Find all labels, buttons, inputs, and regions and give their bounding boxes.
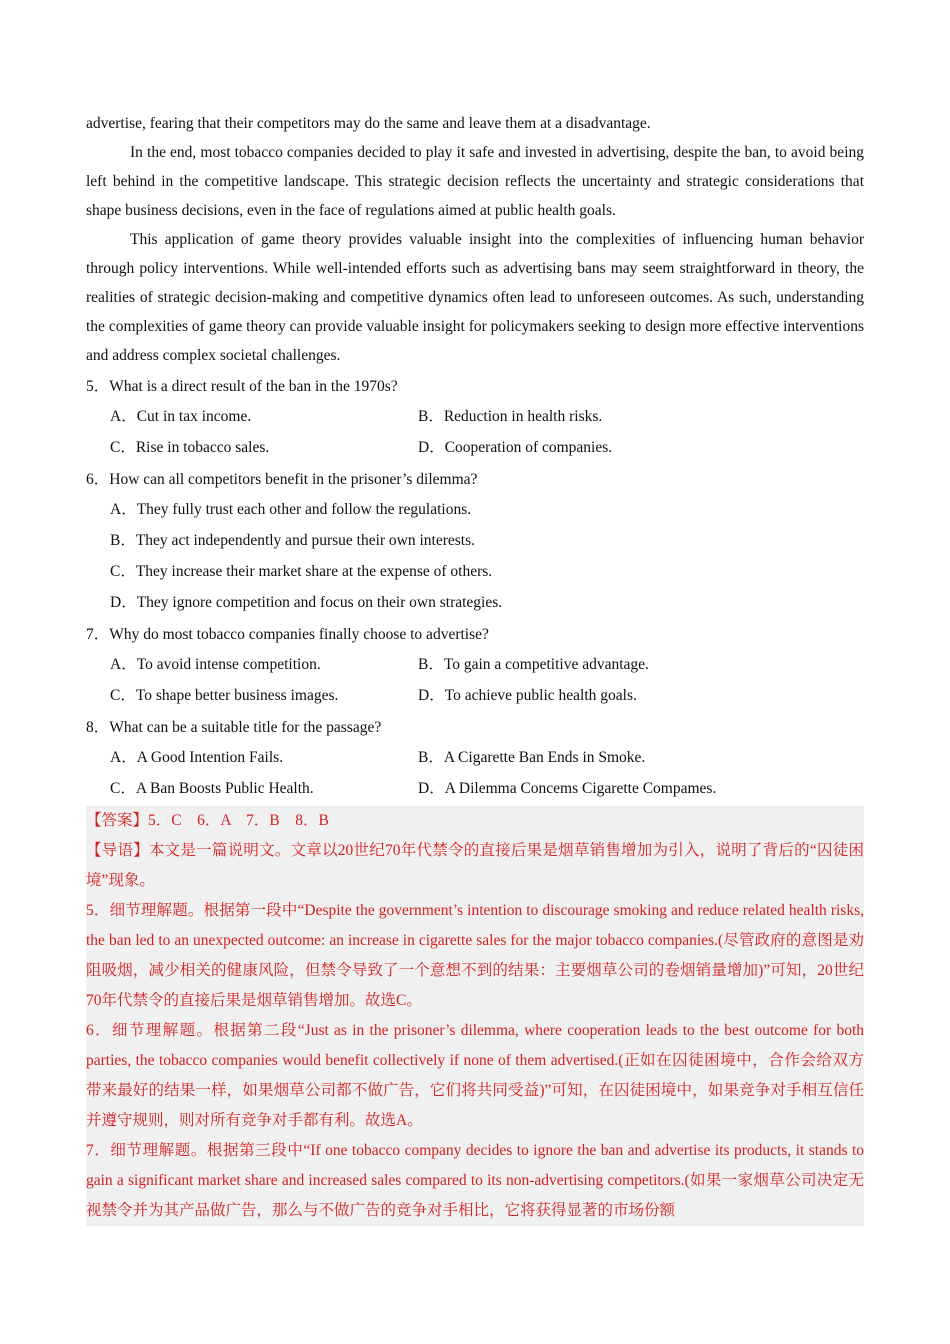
option-a: A．Cut in tax income. [110,408,252,425]
passage-paragraph-2: In the end, most tobacco companies decided to play it safe and invested in advertising, despite the ban, to avoid being left behind in the competitive landscape. This strategic decision reflects the uncertainty and strategic considerations that shape business decisions, even in the face of regulations aimed at public health goals. [86,144,864,219]
option-b: B．A Cigarette Ban Ends in Smoke. [418,749,646,766]
option-d: D．They ignore competition and focus on their own strategies. [110,594,503,611]
guide-text: 【导语】本文是一篇说明文。文章以20世纪70年代禁令的直接后果是烟草销售增加为引入，说明了背后的“囚徒困境”现象。 [86,842,864,889]
question-7 [86,620,864,711]
option-list [86,649,864,711]
option-a: A．A Good Intention Fails. [110,749,284,766]
option-b: B．To gain a competitive advantage. [418,656,649,673]
option-d: D．To achieve public health goals. [418,687,637,704]
option-list [86,494,864,618]
explanation-q6: 6．细节理解题。根据第二段“Just as in the prisoner’s dilemma, where cooperation leads to the best outcome for both parties, the tobacco companies would benefit collectively if none of them advertised.(正如在囚徒困境中，合作会给双方带来最好的结果一样，如果烟草公司都不做广告，它们将共同受益)”可知，在囚徒困境中，如果竞争对手相互信任并遵守规则，则对所有竞争对手都有利。故选A。 [86,1022,864,1129]
question-6 [86,465,864,618]
question-stem: 6．How can all competitors benefit in the prisoner’s dilemma? [86,471,478,488]
answer-key: 【答案】5．C 6．A 7．B 8．B [86,812,329,829]
question-stem: 7．Why do most tobacco companies finally choose to advertise? [86,626,489,643]
passage-paragraph-3: This application of game theory provides valuable insight into the complexities of influencing human behavior through policy interventions. While well-intended efforts such as advertising bans may seem straightforward in theory, the realities of strategic decision-making and competitive dynamics often lead to unforeseen outcomes. As such, understanding the complexities of game theory can provide valuable insight for policymakers seeking to design more effective interventions and address complex societal challenges. [86,231,864,364]
option-a: A．To avoid intense competition. [110,656,321,673]
answer-analysis-block [86,806,864,1226]
option-c: C．A Ban Boosts Public Health. [110,780,314,797]
question-8 [86,713,864,804]
option-list [86,401,864,463]
explanation-q7: 7．细节理解题。根据第三段中“If one tobacco company decides to ignore the ban and advertise its products, it stands to gain a significant market share and increased sales compared to its non-advertising competitors.(如果一家烟草公司决定无视禁令并为其产品做广告，那么与不做广告的竞争对手相比，它将获得显著的市场份额 [86,1142,864,1219]
option-d: D．Cooperation of companies. [418,439,613,456]
question-stem: 5．What is a direct result of the ban in the 1970s? [86,378,398,395]
option-c: C．They increase their market share at the expense of others. [110,563,493,580]
document-page [86,109,864,1226]
option-d: D．A Dilemma Concems Cigarette Compames. [418,780,717,797]
option-list [86,742,864,804]
option-a: A．They fully trust each other and follow the regulations. [110,501,472,518]
passage-paragraph-1: advertise, fearing that their competitors may do the same and leave them at a disadvantage. [86,115,651,132]
option-c: C．Rise in tobacco sales. [110,439,270,456]
option-b: B．They act independently and pursue their own interests. [110,532,476,549]
question-stem: 8．What can be a suitable title for the passage? [86,719,382,736]
option-c: C．To shape better business images. [110,687,339,704]
question-5 [86,372,864,463]
option-b: B．Reduction in health risks. [418,408,603,425]
explanation-q5: 5．细节理解题。根据第一段中“Despite the government’s intention to discourage smoking and reduce related health risks, the ban led to an unexpected outcome: an increase in cigarette sales for the major tobacco companies.(尽管政府的意图是劝阻吸烟，减少相关的健康风险，但禁令导致了一个意想不到的结果：主要烟草公司的卷烟销量增加)”可知，20世纪70年代禁令的直接后果是烟草销售增加。故选C。 [86,902,864,1009]
